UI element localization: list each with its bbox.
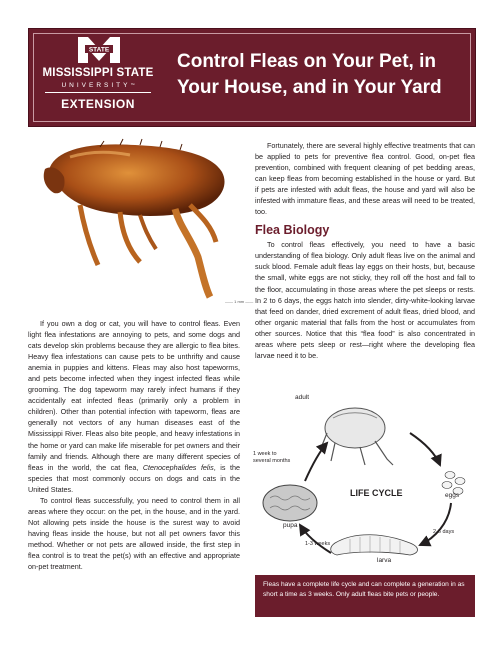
- label-time-adult: 1 week to several months: [253, 451, 291, 464]
- life-cycle-caption: [255, 575, 475, 617]
- logo-university-name: MISSISSIPPI STATE: [42, 67, 154, 79]
- life-cycle-diagram: [255, 393, 475, 573]
- label-time-eggs: 2-6 days: [433, 529, 455, 535]
- adult-flea-drawing: [321, 408, 393, 465]
- section-heading-flea-biology: Flea Biology: [255, 223, 330, 238]
- label-eggs: eggs: [445, 492, 460, 499]
- right-column-text: [255, 140, 475, 361]
- logo-divider: [45, 92, 151, 93]
- treatment-paragraph: Fortunately, there are several highly effective treatments that can be applied to pets for preventive flea control. Good, on-pet flea prevention, combined with frequent cleaning of pet bedding areas, can keep fleas from becoming established in the house or yard. But if pets are infested with adult fleas, the house and yard will also be infested with immature fleas, and these areas will need to be treated, too.: [255, 141, 475, 217]
- larva-drawing: [331, 535, 418, 555]
- caption-text: Fleas have a complete life cycle and can complete a generation in as short a time as 3 weeks. Only adult fleas bite pets or people.: [263, 581, 465, 598]
- label-pupa: pupa: [283, 522, 298, 529]
- flea-photo: [40, 137, 254, 307]
- page-title: Control Fleas on Your Pet, in Your House, and in Your Yard: [177, 51, 442, 98]
- svg-text:—— 1 mm ——: —— 1 mm ——: [225, 299, 254, 304]
- logo-university-subtitle: UNIVERSITY™: [61, 82, 135, 89]
- life-cycle-title: LIFE CYCLE: [350, 488, 403, 498]
- msu-extension-logo: [35, 35, 161, 115]
- header-banner: [28, 28, 476, 127]
- label-larva: larva: [377, 557, 392, 564]
- life-cycle-art: [255, 393, 475, 573]
- svg-text:STATE: STATE: [88, 46, 110, 54]
- left-column-text: [28, 318, 240, 572]
- pupa-drawing: [263, 485, 317, 521]
- msu-m-logo-icon: [76, 35, 122, 65]
- control-paragraph: To control fleas successfully, you need to control them in all areas where they occur: on the pet, in the house, and in the yard. Not allowing pets inside the house is the surest way to avoid having fleas inside the house, but not all pet owners favor this method. Whether or not pets are allowed inside, the first step in flea control is to treat the pet(s) with an effective and appropriate on-pet treatment.: [28, 495, 240, 572]
- intro-paragraph: If you own a dog or cat, you will have to control fleas. Even light flea infestations are annoying to pets, and some dogs and cats develop skin problems because they are allergic to flea bites. Heavy flea infestations can cause pets to be unthrifty and cause anemia in puppies and kittens. Fleas may also host tapeworms, and pets become infected when they ingest infected fleas while grooming. The dog tapeworm may rarely infect humans if they accidentally eat infected fleas (primarily only a problem in children). Other than potential infection with tapeworm, fleas are generally not vectors of any human diseases east of the Mississippi River. Fleas also bite people, and heavy infestations in the home or yard can make life miserable for pet owners and their family and friends. Although there are many different species of fleas in the world, the cat flea, Ctenocephalides felis, is the species that most commonly occurs on dogs and cats in the United States.: [28, 319, 240, 494]
- logo-extension: EXTENSION: [61, 97, 135, 111]
- label-time-larva: 1-3 weeks: [305, 541, 331, 547]
- label-adult: adult: [295, 394, 310, 401]
- biology-paragraph: To control fleas effectively, you need to have a basic understanding of flea biology. Only adult fleas live on the animal and suck blood. Female adult fleas lay eggs on their hosts, but, because the small, white eggs are not sticky, they roll off the host and fall to the floor, accumulating in those areas where the pet sleeps or rests. In 2 to 6 days, the eggs hatch into slender, dirty-white-looking larvae that feed on dander, dried excrement of adult fleas, dried blood, and other organic material that falls from the host or accumulates from other sources. Notice that this “flea food” is also concentrated in areas where pets sleep or rest—right where the developing flea larvae need it to be.: [255, 240, 475, 360]
